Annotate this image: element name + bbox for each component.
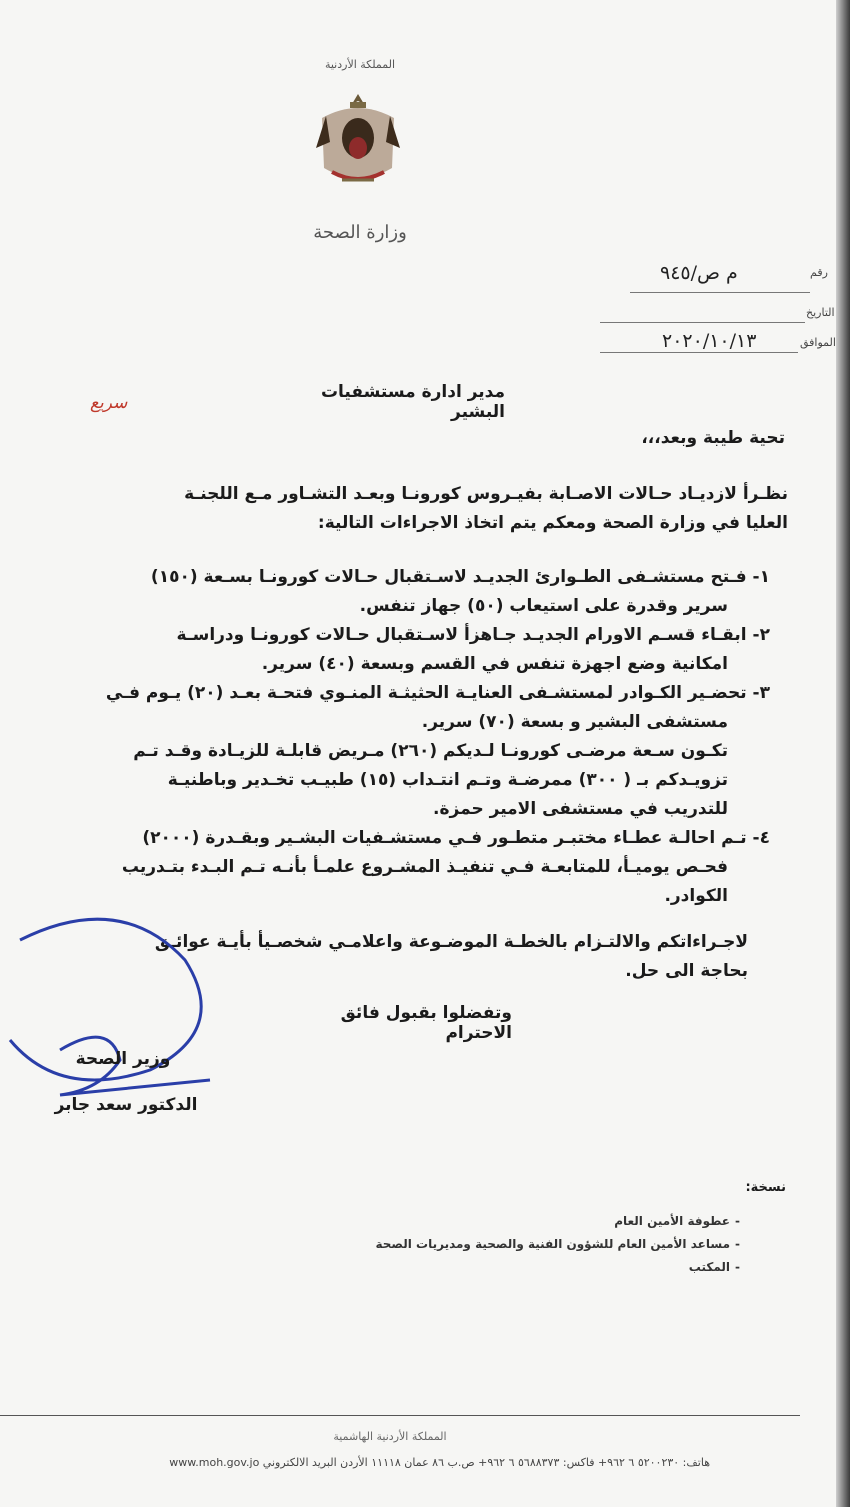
request-line-2: بحاجة الى حل. <box>625 961 748 981</box>
item-3-line-3: تكـون سـعة مرضـى كورونـا لـديكم (٢٦٠) مـريض قابلـة للزيـادة وقـد تـم <box>133 741 728 761</box>
intro-line-2: العليا في وزارة الصحة ومعكم يتم اتخاذ الاجراءات التالية: <box>317 513 788 533</box>
number-label: رقم <box>810 266 828 279</box>
item-1-line-2: سرير وقدرة على استيعاب (٥٠) جهاز تنفس. <box>359 596 728 616</box>
number-underline <box>630 292 810 293</box>
copy-item-1: عطوفة الأمين العام <box>614 1214 730 1228</box>
item-1-line-1: ١- فـتح مستشـفى الطـوارئ الجديـد لاسـتقبال حـالات كورونـا بسـعة (١٥٠) <box>150 567 770 587</box>
intro-line-1: نظـرأ لازديـاد حـالات الاصـابة بفيـروس كورونـا وبعـد التشـاور مـع اللجنـة <box>184 484 788 504</box>
date-label: التاريخ <box>806 306 835 319</box>
corresponding-label: الموافق <box>800 336 836 349</box>
kingdom-header-text: المملكة الأردنية <box>324 58 396 71</box>
number-value: م ص/٩٤٥ <box>660 262 738 284</box>
signer-title: وزير الصحة <box>75 1049 171 1069</box>
item-3-line-1: ٣- تحضـير الكـوادر لمستشـفى العنايـة الحثيثـة المنـوي فتحـة بعـد (٢٠) يـوم فـي <box>105 683 770 703</box>
footer-country: المملكة الأردنية الهاشمية <box>333 1430 447 1443</box>
bullet: - <box>735 1237 740 1251</box>
corresponding-underline <box>600 352 798 353</box>
item-3-line-2: مستشفى البشير و بسعة (٧٠) سرير. <box>421 712 728 732</box>
item-4-line-2: فحـص يوميـأ، للمتابعـة فـي تنفيـذ المشـروع علمـأ بأنـه تـم البـدء بتـدريب <box>121 857 728 877</box>
signer-name: الدكتور سعد جابر <box>54 1095 198 1115</box>
footer-divider <box>0 1415 800 1416</box>
ministry-name: وزارة الصحة <box>313 222 407 243</box>
date-value: ٢٠٢٠/١٠/١٣ <box>662 330 757 352</box>
closing: وتفضلوا بقبول فائق الاحترام <box>340 1003 512 1043</box>
request-line-1: لاجـراءاتكم والالتـزام بالخطـة الموضـوعة واعلامـي شخصـيأ بأيـة عوائـق <box>154 932 748 952</box>
page-edge-shadow <box>836 0 850 1507</box>
copy-item-3: المكتب <box>688 1260 730 1274</box>
bullet: - <box>735 1260 740 1274</box>
item-2-line-2: امكانية وضع اجهزة تنفس في القسم وبسعة (٤٠) سرير. <box>261 654 728 674</box>
item-3-line-5: للتدريب في مستشفى الامير حمزة. <box>433 799 728 819</box>
item-3-line-4: تزويـدكم بـ ( ٣٠٠) ممرضـة وتـم انتـداب (١٥) طبيـب تخـدير وباطنيـة <box>167 770 728 790</box>
bullet: - <box>735 1214 740 1228</box>
footer-contact: هاتف: ٥٢٠٠٢٣٠ ٦ ٩٦٢+ فاكس: ٥٦٨٨٣٧٣ ٦ ٩٦٢+ ص.ب ٨٦ عمان ١١١١٨ الأردن البريد الالكتروني www.moh.gov.jo <box>169 1456 710 1469</box>
copies-label: نسخة: <box>745 1180 786 1195</box>
item-4-line-1: ٤- تـم احالـة عطـاء مختبـر متطـور فـي مستشـفيات البشـير وبقـدرة (٢٠٠٠) <box>142 828 770 848</box>
item-2-line-1: ٢- ابقـاء قسـم الاورام الجديـد جـاهزأ لاسـتقبال حـالات كورونـا ودراسـة <box>176 625 770 645</box>
greeting: تحية طيبة وبعد،،، <box>641 428 785 448</box>
date-underline <box>600 322 805 323</box>
urgent-stamp: سريع <box>90 393 128 413</box>
recipient: مدير ادارة مستشفيات البشير <box>320 382 505 422</box>
coat-of-arms-icon <box>312 88 404 192</box>
item-4-line-3: الكوادر. <box>664 886 728 906</box>
copy-item-2: مساعد الأمين العام للشؤون الفنية والصحية ومديريات الصحة <box>375 1237 730 1251</box>
